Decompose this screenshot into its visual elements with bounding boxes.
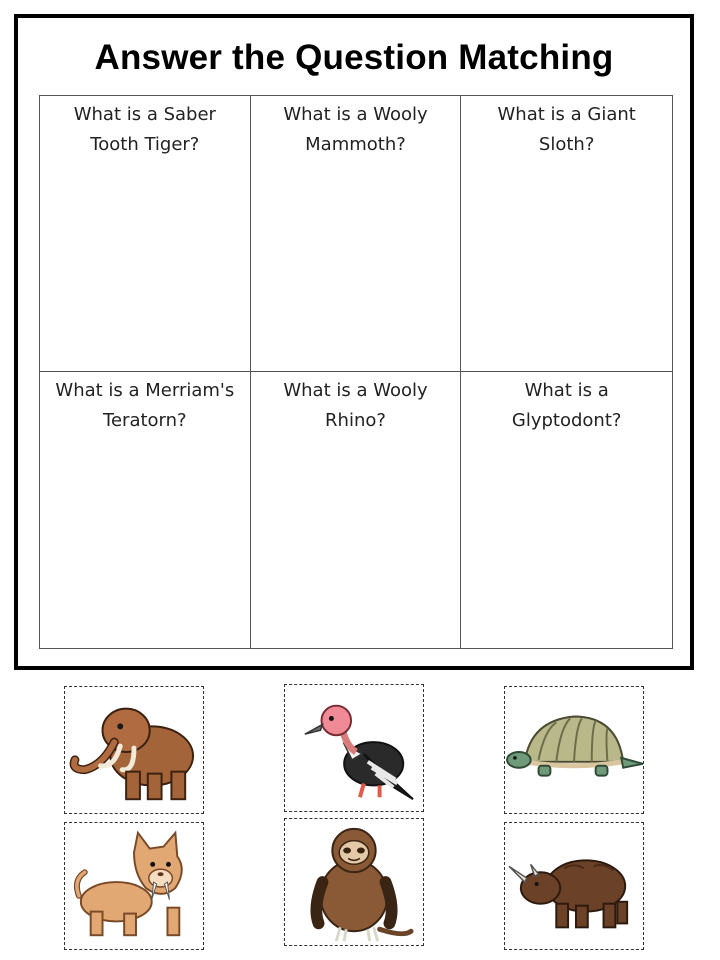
question-grid — [39, 95, 673, 649]
mammoth-picture-icon — [65, 687, 203, 813]
teratorn-picture-icon — [285, 685, 423, 811]
question-line: What is a Giant — [497, 104, 636, 125]
card-glyptodont[interactable] — [504, 686, 644, 814]
wooly-rhino-picture-icon — [505, 823, 643, 949]
question-line: What is a — [524, 380, 609, 401]
answer-box-saber-tooth-tiger[interactable] — [40, 96, 251, 372]
answer-box-giant-sloth[interactable] — [461, 96, 672, 372]
question-line: Rhino? — [325, 410, 386, 431]
answer-box-merriams-teratorn[interactable] — [40, 372, 251, 648]
card-mammoth[interactable] — [64, 686, 204, 814]
card-saber-tooth-tiger[interactable] — [64, 822, 204, 950]
answer-box-wooly-rhino[interactable] — [251, 372, 462, 648]
saber-tooth-tiger-picture-icon — [65, 823, 203, 949]
card-wooly-rhino[interactable] — [504, 822, 644, 950]
question-line: Tooth Tiger? — [90, 134, 200, 155]
page-title: Answer the Question Matching — [94, 38, 614, 77]
card-teratorn[interactable] — [284, 684, 424, 812]
question-line: Sloth? — [538, 134, 595, 155]
card-giant-sloth[interactable] — [284, 818, 424, 946]
question-line: Teratorn? — [103, 410, 187, 431]
glyptodont-picture-icon — [505, 687, 643, 813]
question-line: Mammoth? — [305, 134, 406, 155]
answer-box-glyptodont[interactable] — [461, 372, 672, 648]
question-line: What is a Merriam's — [55, 380, 235, 401]
giant-sloth-picture-icon — [285, 819, 423, 945]
question-line: Glyptodont? — [511, 410, 622, 431]
question-line: What is a Wooly — [283, 380, 428, 401]
answer-box-wooly-mammoth[interactable] — [251, 96, 462, 372]
question-line: What is a Saber — [73, 104, 216, 125]
question-line: What is a Wooly — [283, 104, 428, 125]
